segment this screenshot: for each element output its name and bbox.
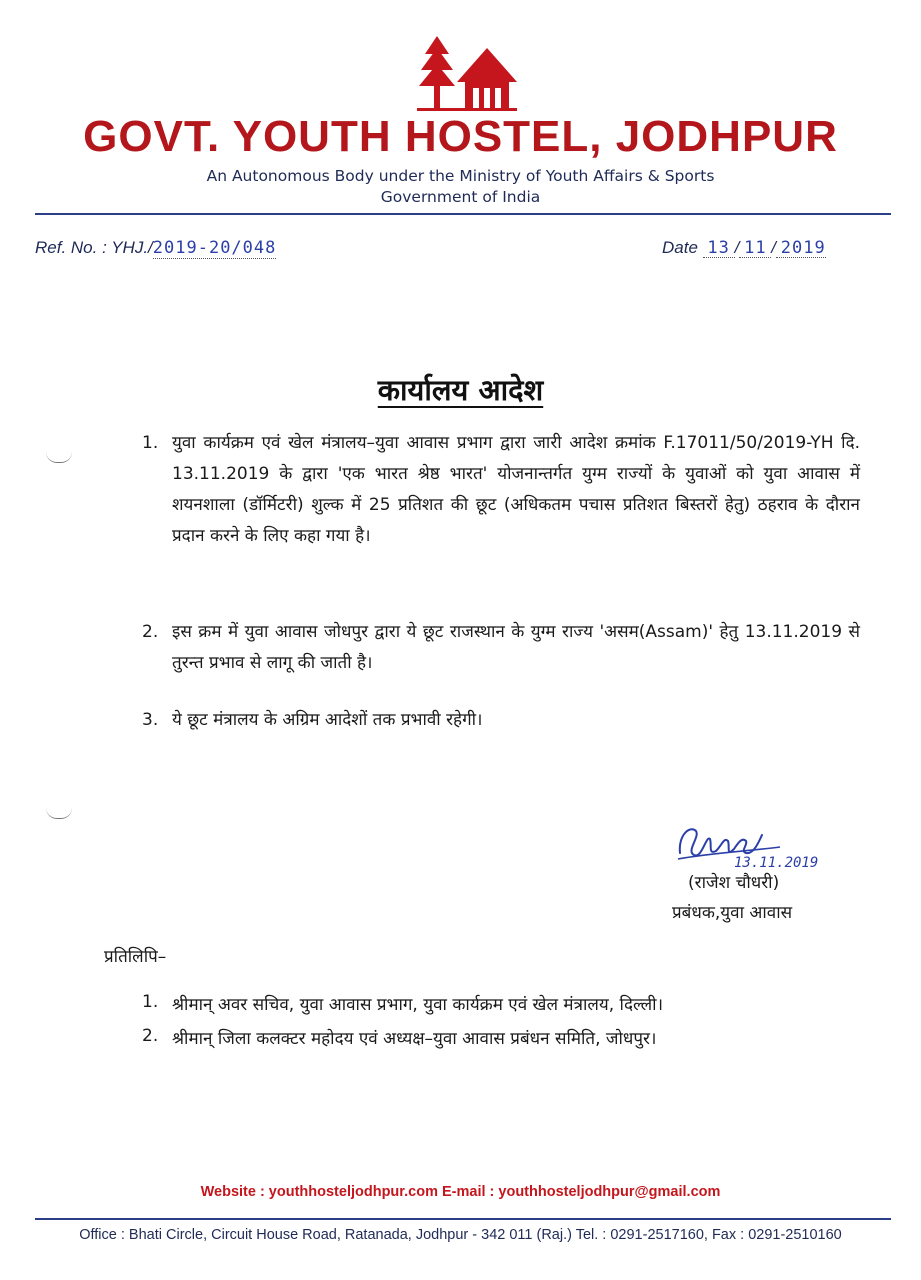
- date-field: Date 13 / 11 / 2019: [662, 238, 826, 258]
- date-month: 11: [744, 238, 767, 258]
- date-day: 13: [707, 238, 730, 258]
- order-paragraph: [142, 705, 860, 736]
- reference-label: Ref. No. : YHJ./: [35, 238, 153, 257]
- paragraph-text: युवा कार्यक्रम एवं खेल मंत्रालय–युवा आवास प्रभाग द्वारा जारी आदेश क्रमांक F.17011/50/2019-YH दि. 13.11.2019 के द्वारा 'एक भारत श्रेष्ठ भारत' योजनान्तर्गत युग्म राज्यों के युवाओं को युवा आवास में शयनशाला (डॉर्मिटरी) शुल्क में 25 प्रतिशत की छूट (अधिकतम पचास प्रतिशत बिस्तरों हेतु) ठहराव के दौरान प्रदान करने के लिए कहा गया है।: [172, 433, 860, 546]
- punch-hole-mark: [46, 452, 72, 463]
- copy-to-label: प्रतिलिपि–: [104, 947, 167, 967]
- reference-number: [35, 238, 276, 258]
- paragraph-number: 1.: [142, 433, 159, 453]
- copy-to-number: 2.: [142, 1026, 159, 1046]
- tree-and-hut-logo: [417, 36, 517, 112]
- copy-to-text: श्रीमान् अवर सचिव, युवा आवास प्रभाग, युवा कार्यक्रम एवं खेल मंत्रालय, दिल्ली।: [172, 995, 664, 1015]
- footer-office-address: Office : Bhati Circle, Circuit House Road, Ratanada, Jodhpur - 342 011 (Raj.) Tel. : 0291-2517160, Fax : 0291-2510160: [79, 1227, 842, 1243]
- paragraph-text: इस क्रम में युवा आवास जोधपुर द्वारा ये छूट राजस्थान के युग्म राज्य 'असम(Assam)' हेतु 13.11.2019 से तुरन्त प्रभाव से लागू की जाती है।: [172, 622, 860, 673]
- signature-date: 13.11.2019: [734, 855, 819, 871]
- reference-value: 2019-20/048: [152, 238, 277, 258]
- punch-hole-mark: [46, 808, 72, 819]
- footer-divider: [35, 1218, 891, 1220]
- footer-website-email: Website : youthhosteljodhpur.com E-mail : youthhosteljodhpur@gmail.com: [200, 1184, 721, 1200]
- order-paragraph: [142, 428, 860, 552]
- signatory-designation: प्रबंधक,युवा आवास: [672, 903, 793, 923]
- header-divider: [35, 213, 891, 215]
- copy-to-text: श्रीमान् जिला कलक्टर महोदय एवं अध्यक्ष–युवा आवास प्रबंधन समिति, जोधपुर।: [172, 1029, 657, 1049]
- letterhead-subtitle-government: Government of India: [380, 188, 541, 206]
- copy-to-number: 1.: [142, 992, 159, 1012]
- copy-to-item: [142, 992, 862, 1015]
- order-heading: कार्यालय आदेश: [377, 373, 544, 407]
- letterhead-subtitle: An Autonomous Body under the Ministry of Youth Affairs & Sports: [206, 167, 715, 185]
- letterhead-title: GOVT. YOUTH HOSTEL, JODHPUR: [83, 112, 838, 161]
- paragraph-text: ये छूट मंत्रालय के अग्रिम आदेशों तक प्रभावी रहेगी।: [172, 710, 483, 730]
- copy-to-item: [142, 1026, 862, 1049]
- order-paragraph: [142, 617, 860, 679]
- paragraph-number: 3.: [142, 710, 159, 730]
- signatory-name: (राजेश चौधरी): [688, 873, 780, 893]
- handwritten-signature: [650, 815, 850, 873]
- date-year: 2019: [780, 238, 826, 258]
- date-label: Date: [662, 238, 698, 257]
- paragraph-number: 2.: [142, 622, 159, 642]
